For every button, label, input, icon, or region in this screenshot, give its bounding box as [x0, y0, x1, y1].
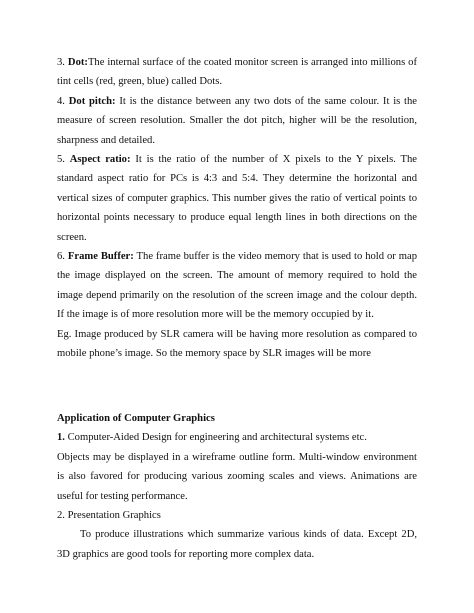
- section-heading: Application of Computer Graphics: [57, 413, 215, 424]
- definition-text: It is the ratio of the number of X pixels to the Y pixels. The standard aspect ratio for PCs is 4:3 and 5:4. They determine the horizontal and vertical sizes of computer graphics. This number gives the ratio of vertical points to horizontal points necessary to produce equal length lines in both directions on the screen.: [57, 154, 417, 243]
- definition-number: 3.: [57, 57, 65, 68]
- definition-term: Aspect ratio:: [69, 154, 131, 166]
- example-paragraph: Eg. Image produced by SLR camera will be having more resolution as compared to mobile phone’s image. So the memory space by SLR images will be more: [57, 328, 417, 360]
- definition-dot-pitch: [57, 92, 417, 150]
- definition-term: Frame Buffer:: [67, 251, 134, 263]
- definition-aspect-ratio: [57, 150, 417, 247]
- definition-text: The frame buffer is the video memory that is used to hold or map the image displayed on the screen. The amount of memory required to hold the image depend primarily on the resolution of the screen image and the colour depth. If the image is of more resolution more will be the memory occupied by it.: [57, 251, 417, 321]
- application-item-1: [57, 428, 417, 447]
- definition-number: 4.: [57, 95, 65, 107]
- definition-number: 6.: [57, 251, 65, 263]
- application-item-1-body: Objects may be displayed in a wireframe outline form. Multi-window environment is also favored for producing various zooming scales and views. Animations are useful for testing performance.: [57, 451, 417, 502]
- item-number: 1.: [57, 432, 65, 444]
- definition-number: 5.: [57, 154, 65, 166]
- definition-term: Dot:: [67, 57, 88, 68]
- definition-text: It is the distance between any two dots of the same colour. It is the measure of screen resolution. Smaller the dot pitch, higher will be the resolution, sharpness and detailed.: [57, 95, 418, 146]
- definitions-block: [57, 53, 417, 364]
- application-item-2-body: To produce illustrations which summarize various kinds of data. Except 2D, 3D graphics are good tools for reporting more complex data.: [57, 529, 417, 560]
- application-item-2: 2. Presentation Graphics: [57, 510, 161, 522]
- definition-dot: [57, 53, 417, 92]
- definition-frame-buffer: [57, 247, 417, 325]
- applications-section: [57, 409, 417, 564]
- definition-text: The internal surface of the coated monitor screen is arranged into millions of tint cells (red, green, blue) called Dots.: [57, 57, 417, 88]
- item-title: Computer-Aided Design for engineering and architectural systems etc.: [64, 432, 367, 444]
- definition-term: Dot pitch:: [68, 95, 116, 107]
